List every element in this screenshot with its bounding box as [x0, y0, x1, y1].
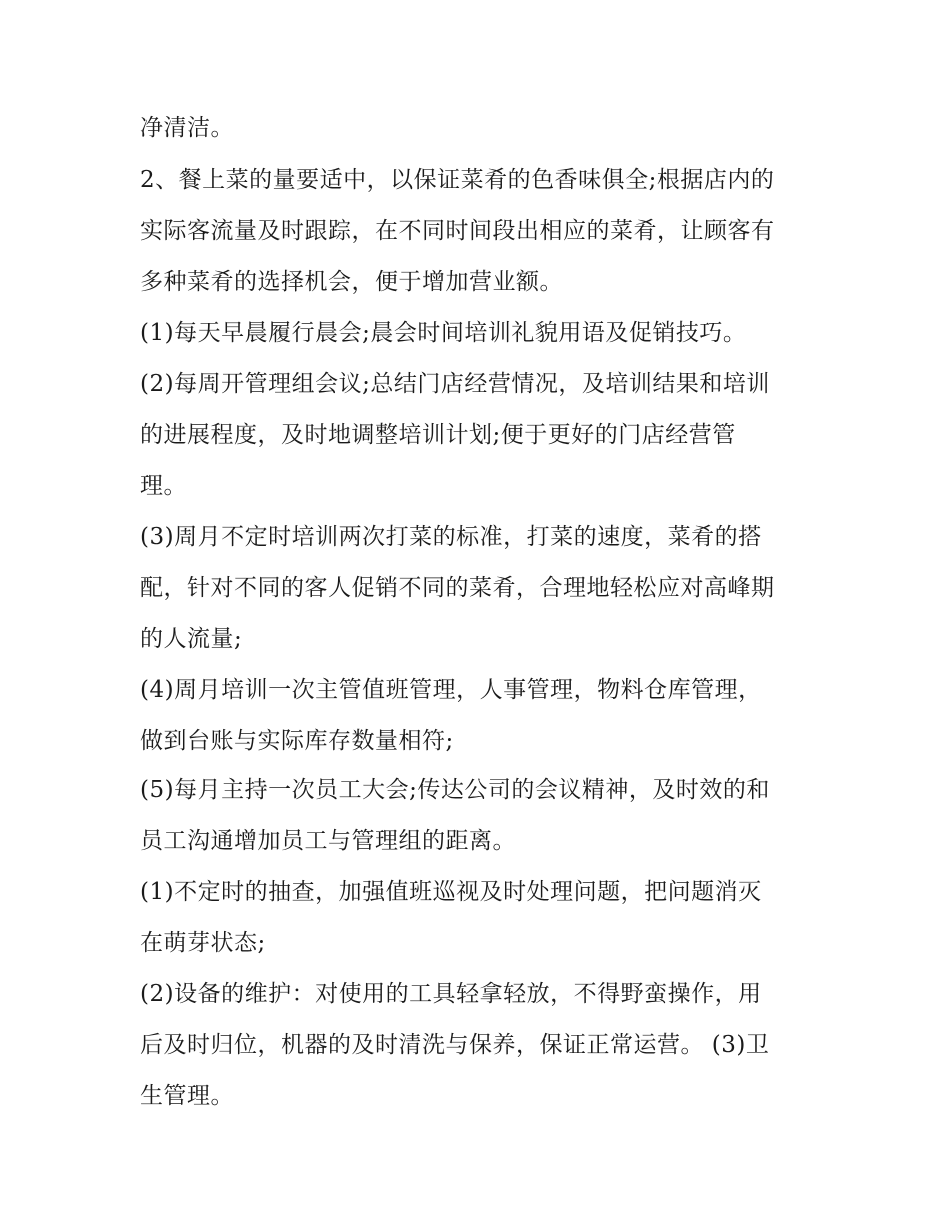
text-line: (1)每天早晨履行晨会;晨会时间培训礼貌用语及促销技巧。 — [140, 320, 747, 346]
text-line: 后及时归位，机器的及时清洗与保养，保证正常运营。 (3)卫 — [140, 1032, 770, 1058]
text-line: (4)周月培训一次主管值班管理，人事管理，物料仓库管理， — [140, 677, 762, 703]
text-line: (3)周月不定时培训两次打菜的标准，打菜的速度，菜肴的搭 — [140, 524, 762, 550]
text-line: (1)不定时的抽查，加强值班巡视及时处理问题，把问题消灭 — [140, 879, 762, 905]
text-line: 实际客流量及时跟踪，在不同时间段出相应的菜肴，让顾客有 — [140, 218, 775, 244]
text-line: (5)每月主持一次员工大会;传达公司的会议精神，及时效的和 — [140, 777, 770, 803]
text-line: 员工沟通增加员工与管理组的距离。 — [140, 828, 516, 854]
text-line: (2)每周开管理组会议;总结门店经营情况，及培训结果和培训 — [140, 371, 770, 397]
text-line: 2、餐上菜的量要适中，以保证菜肴的色香味俱全;根据店内的 — [140, 167, 775, 193]
text-line: 配，针对不同的客人促销不同的菜肴，合理地轻松应对高峰期 — [140, 575, 775, 601]
text-line: 的人流量; — [140, 626, 243, 652]
text-line: 理。 — [140, 473, 187, 499]
text-line: 净清洁。 — [140, 115, 234, 141]
text-line: (2)设备的维护：对使用的工具轻拿轻放，不得野蛮操作，用 — [140, 981, 762, 1007]
text-line: 生管理。 — [140, 1083, 234, 1109]
text-line: 做到台账与实际库存数量相符; — [140, 728, 454, 754]
text-line: 的进展程度，及时地调整培训计划;便于更好的门店经营管 — [140, 422, 736, 448]
text-line: 多种菜肴的选择机会，便于增加营业额。 — [140, 269, 563, 295]
text-line: 在萌芽状态; — [140, 930, 266, 956]
